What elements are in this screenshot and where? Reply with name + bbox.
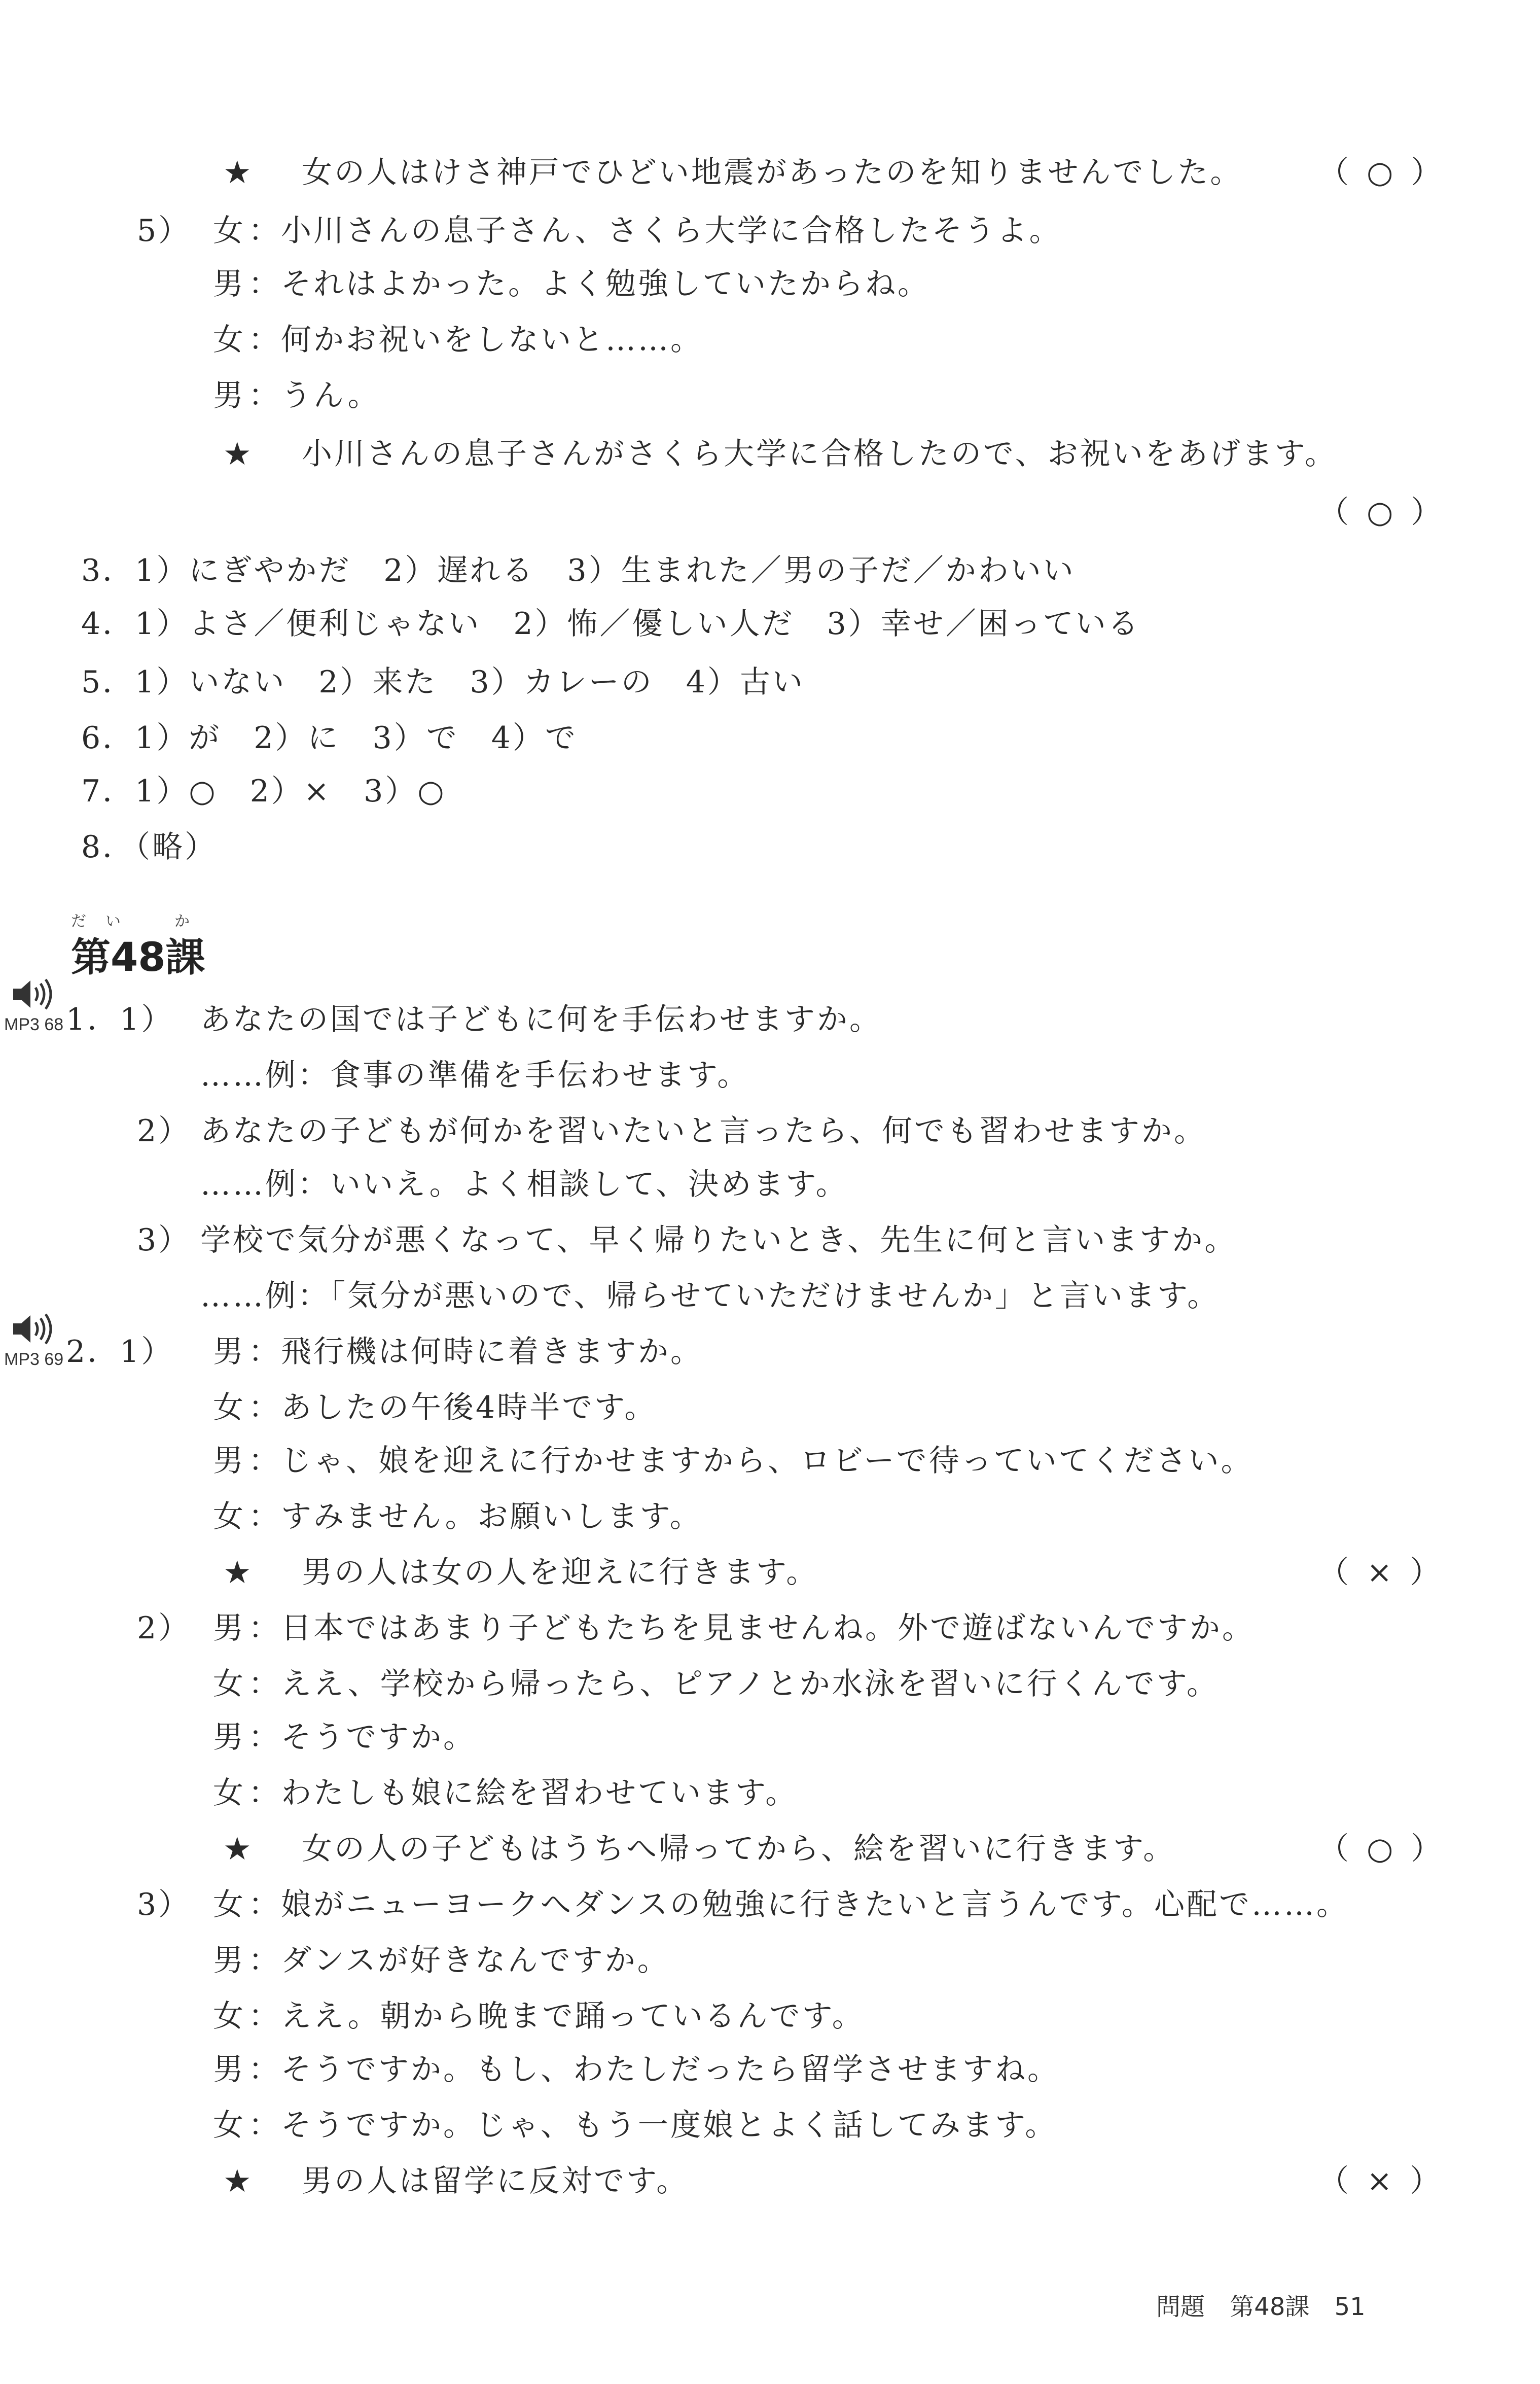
question-number: 1．1）	[66, 1002, 174, 1037]
dialog-line: ：そうですか。	[248, 1720, 476, 1755]
question-number: 2）	[137, 1610, 191, 1646]
speaker: 女	[213, 322, 245, 358]
speaker: 男	[213, 1943, 245, 1978]
lesson-heading: 第48課	[71, 935, 205, 980]
answer-item-4: 4．1）よさ／便利じゃない 2）怖／優しい人だ 3）幸せ／困っている	[81, 606, 1140, 642]
question-number: 5）	[137, 213, 191, 249]
dialog-line: ：わたしも娘に絵を習わせています。	[248, 1775, 798, 1811]
star-mark: ★	[223, 1830, 252, 1867]
statement: 男の人は女の人を迎えに行きます。	[302, 1555, 819, 1590]
dialog-line: ：すみません。お願いします。	[248, 1499, 702, 1534]
speaker: 女	[213, 2108, 245, 2143]
speaker: 男	[213, 1443, 245, 1479]
example-answer: ……例：食事の準備を手伝わせます。	[200, 1058, 750, 1093]
star-mark: ★	[223, 435, 252, 472]
dialog-line: ：うん。	[248, 378, 380, 413]
mp3-track-label: MP3 68	[4, 1015, 64, 1034]
statement-q5: 小川さんの息子さんがさくら大学に合格したので、お祝いをあげます。	[302, 436, 1337, 472]
star-mark: ★	[223, 2162, 252, 2199]
question-number: 3）	[137, 1887, 191, 1922]
answer-item-6: 6．1）が 2）に 3）で 4）で	[81, 720, 578, 756]
speaker: 女	[213, 1999, 245, 2034]
dialog-line: ：小川さんの息子さん、さくら大学に合格したそうよ。	[248, 213, 1062, 249]
answer-mark-q4: （ ○ ）	[1318, 155, 1446, 190]
speaker: 女	[213, 1887, 245, 1922]
dialog-line: ：それはよかった。よく勉強していたからね。	[248, 266, 930, 302]
dialog-line: ：何かお祝いをしないと……。	[248, 322, 703, 358]
answer-mark: （ × ）	[1318, 2163, 1445, 2199]
speaker: 男	[213, 1334, 245, 1370]
question-number: 3）	[137, 1222, 191, 1258]
speaker: 女	[213, 213, 245, 249]
answer-mark-q5: （ ○ ）	[1318, 495, 1446, 530]
dialog-line: ：そうですか。もし、わたしだったら留学させますね。	[248, 2052, 1060, 2087]
dialog-line: ：ええ。朝から晩まで踊っているんです。	[248, 1999, 865, 2034]
statement: 男の人は留学に反対です。	[302, 2163, 689, 2199]
dialog-line: ：飛行機は何時に着きますか。	[248, 1334, 703, 1370]
speaker: 男	[213, 1720, 245, 1755]
answer-item-8: 8．（略）	[81, 829, 218, 865]
mp3-track-label: MP3 69	[4, 1350, 64, 1369]
speaker-icon[interactable]	[10, 1311, 56, 1347]
speaker-icon[interactable]	[10, 976, 56, 1012]
answer-item-7: 7．1）○ 2）× 3）○	[81, 774, 446, 809]
speaker: 女	[213, 1775, 245, 1811]
speaker: 女	[213, 1666, 245, 1702]
speaker: 男	[213, 1610, 245, 1646]
statement-q4: 女の人はけさ神戸でひどい地震があったのを知りませんでした。	[302, 155, 1243, 190]
speaker: 男	[213, 266, 245, 302]
page-number: 51	[1334, 2293, 1366, 2321]
speaker: 男	[213, 378, 245, 413]
speaker: 男	[213, 2052, 245, 2087]
statement: 女の人の子どもはうちへ帰ってから、絵を習いに行きます。	[302, 1831, 1176, 1867]
dialog-line: ：そうですか。じゃ、もう一度娘とよく話してみます。	[248, 2108, 1058, 2143]
footer-lesson: 第48課	[1230, 2293, 1310, 2321]
dialog-line: ：娘がニューヨークへダンスの勉強に行きたいと言うんです。心配で……。	[248, 1887, 1349, 1922]
dialog-line: ：あしたの午後4時半です。	[248, 1390, 657, 1425]
star-mark: ★	[223, 154, 252, 191]
dialog-line: ：ダンスが好きなんですか。	[248, 1943, 670, 1978]
star-mark: ★	[223, 1554, 252, 1591]
dialog-line: ：日本ではあまり子どもたちを見ませんね。外で遊ばないんですか。	[248, 1610, 1255, 1646]
answer-mark: （ ○ ）	[1318, 1831, 1446, 1867]
dialog-line: ：じゃ、娘を迎えに行かせますから、ロビーで待っていてください。	[248, 1443, 1254, 1479]
answer-item-5: 5．1）いない 2）来た 3）カレーの 4）古い	[81, 664, 805, 700]
answer-item-3: 3．1）にぎやかだ 2）遅れる 3）生まれた／男の子だ／かわいい	[81, 553, 1076, 588]
question-line: 学校で気分が悪くなって、早く帰りたいとき、先生に何と言いますか。	[200, 1222, 1237, 1258]
example-answer: ……例：「気分が悪いので、帰らせていただけませんか」と言います。	[200, 1278, 1220, 1314]
speaker: 女	[213, 1390, 245, 1425]
page-footer	[1156, 2293, 1383, 2321]
question-number: 2）	[137, 1113, 191, 1149]
question-line: あなたの国では子どもに何を手伝わせますか。	[200, 1002, 882, 1037]
question-number: 2．1）	[66, 1334, 174, 1370]
speaker: 女	[213, 1499, 245, 1534]
heading-ruby: だい か	[71, 913, 209, 930]
answer-mark: （ × ）	[1318, 1555, 1445, 1590]
footer-section: 問題	[1156, 2293, 1205, 2321]
question-line: あなたの子どもが何かを習いたいと言ったら、何でも習わせますか。	[200, 1113, 1206, 1149]
example-answer: ……例：いいえ。よく相談して、決めます。	[200, 1167, 848, 1202]
dialog-line: ：ええ、学校から帰ったら、ピアノとか水泳を習いに行くんです。	[248, 1666, 1219, 1702]
